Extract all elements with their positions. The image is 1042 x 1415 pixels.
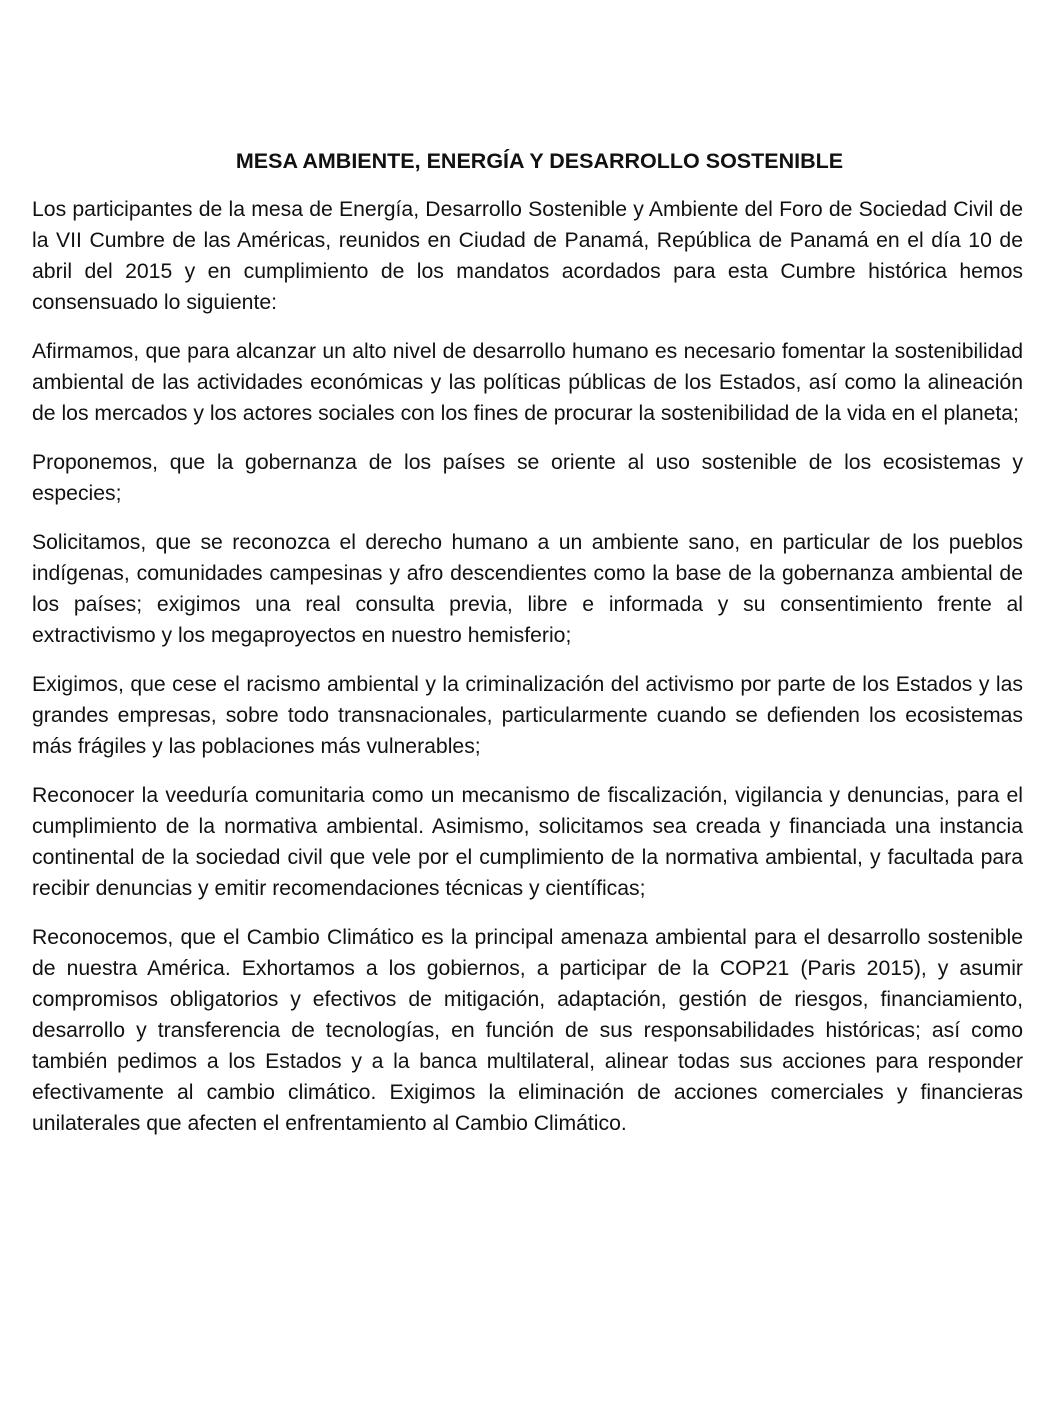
paragraph-solicitamos: Solicitamos, que se reconozca el derecho humano a un ambiente sano, en particular de los pueblos indígenas, comunidades campesinas y afro descendientes como la base de la gobernanza ambiental de los países; exigimos una real consulta previa, libre e informada y su consentimiento frente al extractivismo y los megaproyectos en nuestro hemisferio; [32,531,1023,647]
paragraph-exigimos: Exigimos, que cese el racismo ambiental y la criminalización del activismo por parte de los Estados y las grandes empresas, sobre todo transnacionales, particularmente cuando se defienden los ecosistemas más frágiles y las poblaciones más vulnerables; [32,673,1023,758]
paragraph-reconocer: Reconocer la veeduría comunitaria como un mecanismo de fiscalización, vigilancia y denuncias, para el cumplimiento de la normativa ambiental. Asimismo, solicitamos sea creada y financiada una instancia continental de la sociedad civil que vele por el cumplimiento de la normativa ambiental, y facultada para recibir denuncias y emitir recomendaciones técnicas y científicas; [32,784,1023,900]
paragraph-proponemos: Proponemos, que la gobernanza de los países se oriente al uso sostenible de los ecosistemas y especies; [32,451,1023,505]
document-title: MESA AMBIENTE, ENERGÍA Y DESARROLLO SOSTENIBLE [235,149,844,173]
paragraph-afirmamos: Afirmamos, que para alcanzar un alto nivel de desarrollo humano es necesario fomentar la sostenibilidad ambiental de las actividades económicas y las políticas públicas de los Estados, así como la alineación de los mercados y los actores sociales con los fines de procurar la sostenibilidad de la vida en el planeta; [32,340,1023,425]
document-page [32,146,1023,1157]
paragraph-intro: Los participantes de la mesa de Energía, Desarrollo Sostenible y Ambiente del Foro de Sociedad Civil de la VII Cumbre de las Américas, reunidos en Ciudad de Panamá, República de Panamá en el día 10 de abril del 2015 y en cumplimiento de los mandatos acordados para esta Cumbre histórica hemos consensuado lo siguiente: [32,198,1023,314]
paragraph-reconocemos: Reconocemos, que el Cambio Climático es la principal amenaza ambiental para el desarrollo sostenible de nuestra América. Exhortamos a los gobiernos, a participar de la COP21 (Paris 2015), y asumir compromisos obligatorios y efectivos de mitigación, adaptación, gestión de riesgos, financiamiento, desarrollo y transferencia de tecnologías, en función de sus responsabilidades históricas; así como también pedimos a los Estados y a la banca multilateral, alinear todas sus acciones para responder efectivamente al cambio climático. Exigimos la eliminación de acciones comerciales y financieras unilaterales que afecten el enfrentamiento al Cambio Climático. [32,926,1023,1135]
